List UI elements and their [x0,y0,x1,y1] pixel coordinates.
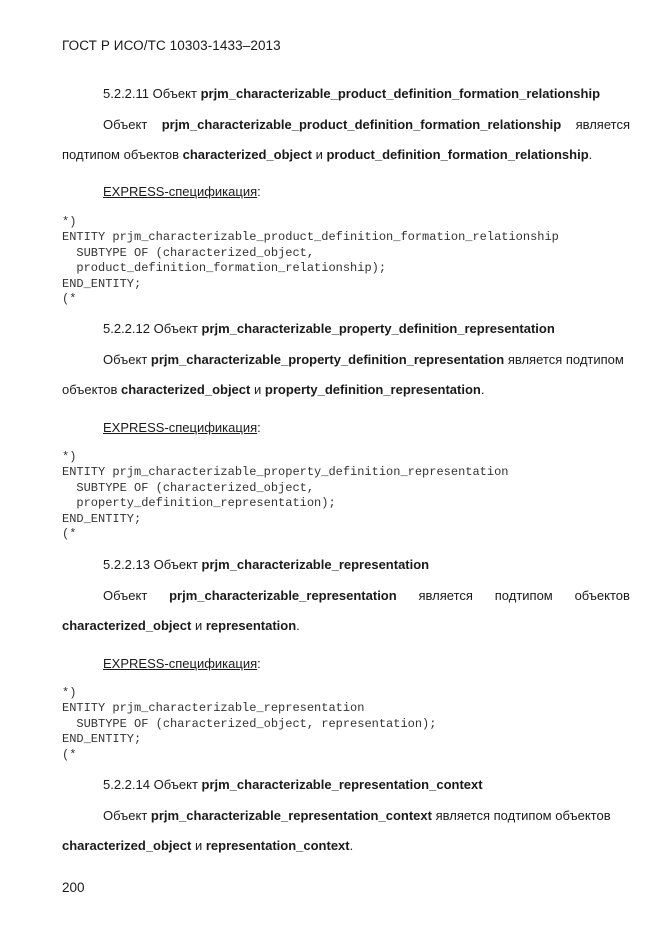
paragraph-line [103,117,630,132]
entity-name: prjm_characterizable_representation_context [201,777,483,792]
express-label [103,184,261,199]
paragraph-line [103,588,630,603]
express-link-text: EXPRESS-спецификация [103,420,258,435]
entity-name: prjm_characterizable_representation [201,557,430,572]
para-text: подтипом объектов [62,147,179,162]
colon: : [257,656,261,671]
para-word: Объект [103,588,148,603]
entity-name: prjm_characterizable_property_definition_representation [150,352,505,367]
para-word: подтипом [494,588,553,603]
para-tail: является подтипом [507,352,624,367]
express-link-text: EXPRESS-спецификация [103,184,258,199]
para-tail: является подтипом объектов [435,808,611,823]
entity-name: prjm_characterizable_property_definition_representation [201,321,555,336]
entity-ref: representation_context [205,838,350,853]
para-text: . [349,838,354,853]
section-heading [103,86,600,101]
page-number: 200 [62,880,85,895]
entity-name: prjm_characterizable_representation [169,588,397,603]
express-label [103,420,261,435]
para-word: Объект [103,117,148,132]
entity-ref: characterized_object [62,838,192,853]
paragraph-line [62,147,592,162]
entity-ref: product_definition_formation_relationship [326,147,589,162]
para-text: и [253,382,262,397]
para-tail: является [575,117,630,132]
entity-name: prjm_characterizable_product_definition_formation_relationship [161,117,562,132]
section-heading [103,321,555,336]
colon: : [257,184,261,199]
para-text: объектов [62,382,118,397]
colon: : [257,420,261,435]
entity-name: prjm_characterizable_product_definition_formation_relationship [200,86,601,101]
section-word: Объект [153,557,198,572]
para-text: и [194,838,203,853]
section-number: 5.2.2.12 [103,321,150,336]
express-link-text: EXPRESS-спецификация [103,656,258,671]
express-label [103,656,261,671]
express-code-block: *) ENTITY prjm_characterizable_product_definition_formation_relationship SUBTYPE OF (characterized_object, product_definition_formation_relationship); END_ENTITY; (* [62,215,559,307]
express-code-block: *) ENTITY prjm_characterizable_property_definition_representation SUBTYPE OF (characterized_object, property_definition_representation); END_ENTITY; (* [62,450,509,542]
para-word: объектов [574,588,630,603]
paragraph-line [103,352,624,367]
para-word: является [418,588,473,603]
entity-ref: characterized_object [62,618,192,633]
paragraph-line [103,808,611,823]
express-code-block: *) ENTITY prjm_characterizable_representation SUBTYPE OF (characterized_object, representation); END_ENTITY; (* [62,686,437,762]
section-number: 5.2.2.14 [103,777,150,792]
section-heading [103,777,483,792]
para-text: . [296,618,300,633]
para-text: и [194,618,203,633]
section-number: 5.2.2.11 [103,86,150,101]
para-word: Объект [103,352,148,367]
section-heading [103,557,429,572]
paragraph-line [62,618,300,633]
section-word: Объект [152,86,197,101]
document-header: ГОСТ Р ИСО/ТС 10303-1433–2013 [62,38,281,53]
para-word: Объект [103,808,148,823]
section-word: Объект [153,321,198,336]
paragraph-line [62,838,353,853]
para-text: . [480,382,485,397]
entity-name: prjm_characterizable_representation_context [150,808,432,823]
entity-ref: characterized_object [121,382,251,397]
para-text: и [315,147,323,162]
entity-ref: property_definition_representation [264,382,481,397]
section-number: 5.2.2.13 [103,557,150,572]
entity-ref: characterized_object [182,147,312,162]
entity-ref: representation [205,618,297,633]
para-text: . [588,147,593,162]
paragraph-line [62,382,484,397]
section-word: Объект [153,777,198,792]
